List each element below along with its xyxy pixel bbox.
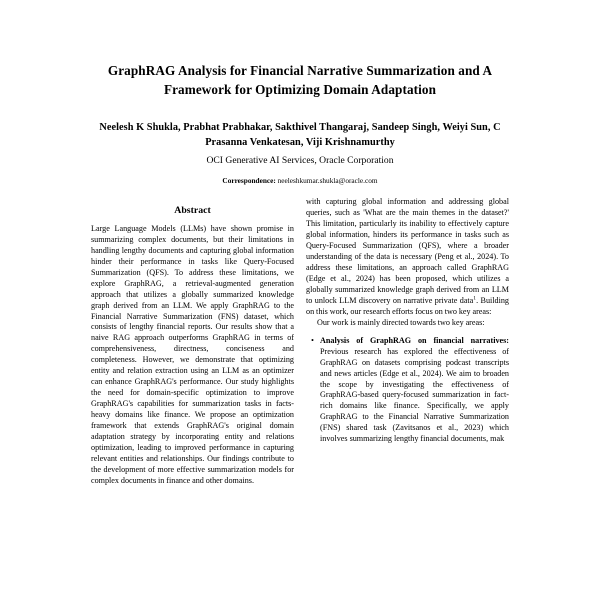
correspondence-label: Correspondence: bbox=[222, 175, 276, 185]
author-list: Neelesh K Shukla, Prabhat Prabhakar, Sakthivel Thangaraj, Sandeep Singh, Weiyi Sun, C Prasanna Venkatesan, Viji Krishnamurthy bbox=[99, 122, 501, 149]
intro-text-part-a: with capturing global information and addressing global queries, such as 'What are the main themes in the dataset?' This limitation, particularly its inability to effectively capture global information, hinders its performance in tasks such as Query-Focused Summarization (QFS), where a broader understanding of the data is necessary (Peng et al., 2024). To address these limitations, an approach called GraphRAG (Edge et al., 2024) has been proposed, which utilizes a globally summarized knowledge graph derived from an LLM to unlock LLM discovery on narrative private data bbox=[306, 197, 509, 305]
page-title: GraphRAG Analysis for Financial Narrative Summarization and A Framework for Optimizing Domain Adaptation bbox=[107, 63, 493, 97]
key-areas-paragraph: Our work is mainly directed towards two key areas: bbox=[317, 317, 485, 327]
right-column bbox=[306, 197, 509, 600]
left-column bbox=[91, 197, 294, 600]
bullet-body-text: Previous research has explored the effectiveness of GraphRAG on datasets comprising podcast transcripts and news articles (Edge et al., 2024). We aim to broaden the scope by investigating the effectiveness of GraphRAG-based query-focused summarization in fact-rich domains like finance. Specifically, we apply GraphRAG to the Financial Narrative Summarization (FNS) shared task (Zavitsanos et al., 2023) which involves summarizing lengthy financial documents, mak bbox=[320, 346, 509, 444]
bullet-lead-label: Analysis of GraphRAG on financial narratives: bbox=[320, 335, 509, 345]
abstract-heading: Abstract bbox=[174, 205, 211, 216]
intro-paragraph-continued bbox=[306, 197, 509, 318]
affiliation: OCI Generative AI Services, Oracle Corporation bbox=[206, 155, 394, 167]
list-item bbox=[320, 336, 509, 446]
title-block bbox=[0, 0, 600, 186]
correspondence-email: neeleshkumar.shukla@oracle.com bbox=[277, 175, 378, 185]
key-areas-list bbox=[306, 336, 509, 446]
body-columns bbox=[91, 197, 509, 600]
footnote-marker: 1 bbox=[473, 295, 477, 301]
abstract-paragraph: Large Language Models (LLMs) have shown promise in summarizing complex documents, but their limitations in handling lengthy documents and capturing global information hinder their performance in tasks like Query-Focused Summarization (QFS). To address these limitations, we explore GraphRAG, a retrieval-augmented generation approach that utilizes a globally summarized knowledge graph derived from an LLM. We apply GraphRAG to the Financial Narrative Summarization (FNS) dataset, which consists of lengthy financial reports. Our results show that a naive RAG approach outperforms GraphRAG in terms of comprehensiveness, directness, conciseness and completeness. However, we demonstrate that optimizing entity and relation extraction using an LLM as an optimizer can enhance GraphRAG's performance. Our study highlights the need for domain-specific optimization to improve GraphRAG's capabilities for summarization tasks in facts-heavy domains like finance. We propose an optimization framework that extends GraphRAG's original domain adaptation strategy by incorporating entity and relations optimization, leading to improved performance in capturing relevant entities and relationships. Our findings contribute to the development of more effective summarization models for complex documents in finance and other domains. bbox=[91, 223, 294, 486]
intro-text-part-b: . Building on this work, our research efforts focus on two key areas: bbox=[306, 295, 509, 316]
correspondence-line bbox=[88, 176, 512, 186]
